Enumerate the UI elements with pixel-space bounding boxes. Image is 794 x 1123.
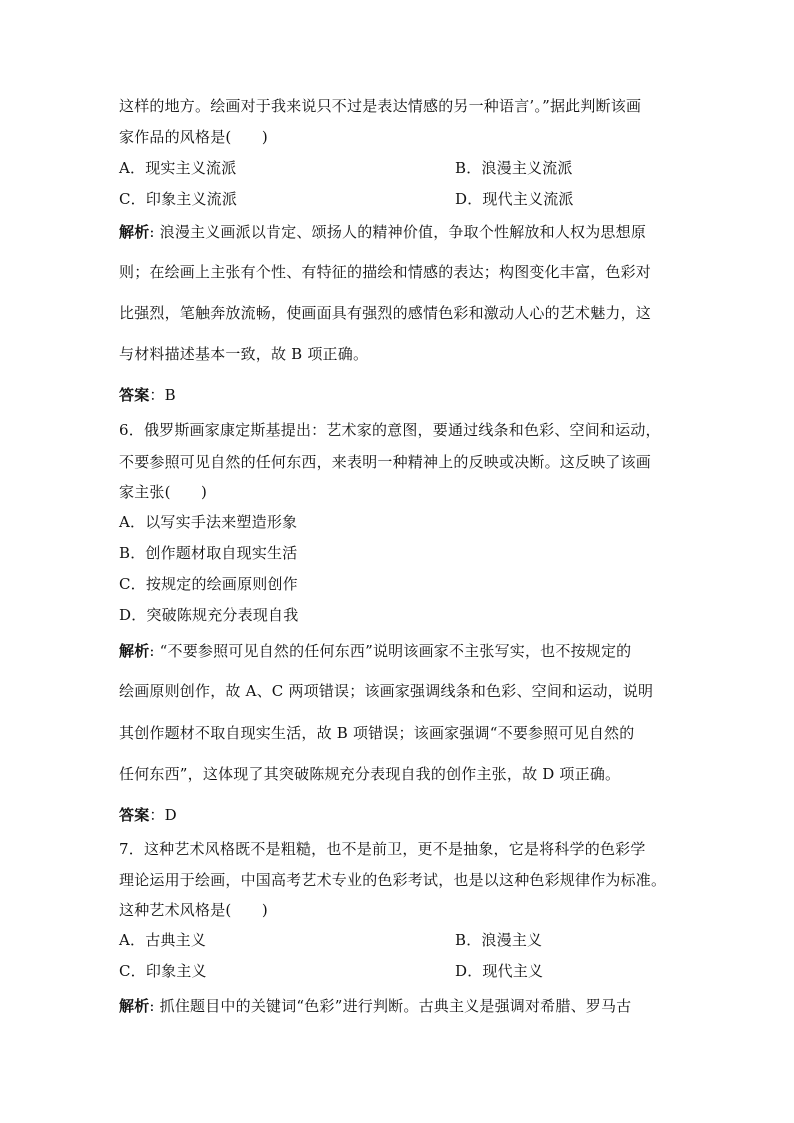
q7-analysis-text-1: : 抓住题目中的关键词“色彩”进行判断。古典主义是强调对希腊、罗马古	[149, 997, 632, 1015]
q6-analysis-line-4: 任何东西”，这体现了其突破陈规充分表现自我的创作主张，故 D 项正确。	[119, 765, 621, 783]
q6-stem-line-2: 不要参照可见自然的任何东西，来表明一种精神上的反映或决断。这反映了该画	[119, 453, 652, 471]
q6-stem-line-1: 6．俄罗斯画家康定斯基提出：艺术家的意图，要通过线条和色彩、空间和运动，	[119, 421, 661, 439]
q6-analysis-label: 解析	[119, 642, 150, 660]
q7-option-a: A．古典主义	[119, 931, 207, 949]
q5-stem-line-1: 这样的地方。绘画对于我来说只不过是表达情感的另一种语言’。”据此判断该画	[119, 97, 642, 115]
q5-answer	[119, 385, 679, 405]
q6-option-b: B．创作题材取自现实生活	[119, 544, 298, 562]
q7-stem-line-2: 理论运用于绘画，中国高考艺术专业的色彩考试，也是以这种色彩规律作为标准。	[119, 871, 667, 889]
q7-analysis-line-1	[119, 996, 679, 1016]
q6-stem-line-3: 家主张( )	[119, 483, 208, 501]
q7-stem-line-3: 这种艺术风格是( )	[119, 901, 268, 919]
q5-analysis-line-2: 则；在绘画上主张有个性、有特征的描绘和情感的表达；构图变化丰富，色彩对	[119, 263, 652, 281]
q7-stem-line-1: 7．这种艺术风格既不是粗糙，也不是前卫，更不是抽象，它是将科学的色彩学	[119, 840, 646, 858]
q6-option-d: D．突破陈规充分表现自我	[119, 606, 299, 624]
q6-option-c: C．按规定的绘画原则创作	[119, 575, 298, 593]
q6-analysis-text-1: : “不要参照可见自然的任何东西”说明该画家不主张写实，也不按规定的	[149, 642, 632, 660]
q5-option-c: C．印象主义流派	[119, 190, 238, 208]
q6-analysis-line-1	[119, 641, 679, 661]
q6-answer-label: 答案	[119, 806, 150, 824]
q5-option-a: A．现实主义流派	[119, 159, 237, 177]
q5-analysis-label: 解析	[119, 223, 150, 241]
q5-answer-value: ：B	[149, 386, 176, 404]
q5-option-b: B．浪漫主义流派	[455, 159, 573, 177]
q5-analysis-line-1	[119, 222, 679, 242]
q5-stem-line-2: 家作品的风格是( )	[119, 128, 268, 146]
q5-answer-label: 答案	[119, 386, 150, 404]
q7-option-c: C．印象主义	[119, 962, 207, 980]
q7-option-d: D．现代主义	[455, 962, 544, 980]
q6-answer-value: ：D	[149, 806, 177, 824]
q5-analysis-text-1: : 浪漫主义画派以肯定、颂扬人的精神价值，争取个性解放和人权为思想原	[149, 223, 647, 241]
q5-option-d: D．现代主义流派	[455, 190, 574, 208]
q6-answer	[119, 805, 679, 825]
q6-option-a: A．以写实手法来塑造形象	[119, 513, 298, 531]
q6-analysis-line-2: 绘画原则创作，故 A、C 两项错误；该画家强调线条和色彩、空间和运动，说明	[119, 682, 654, 700]
q6-analysis-line-3: 其创作题材不取自现实生活，故 B 项错误；该画家强调“不要参照可见自然的	[119, 724, 635, 742]
q7-analysis-label: 解析	[119, 997, 150, 1015]
q7-option-b: B．浪漫主义	[455, 931, 543, 949]
q5-analysis-line-4: 与材料描述基本一致，故 B 项正确。	[119, 345, 369, 363]
q5-analysis-line-3: 比强烈，笔触奔放流畅，使画面具有强烈的感情色彩和激动人心的艺术魅力，这	[119, 304, 652, 322]
